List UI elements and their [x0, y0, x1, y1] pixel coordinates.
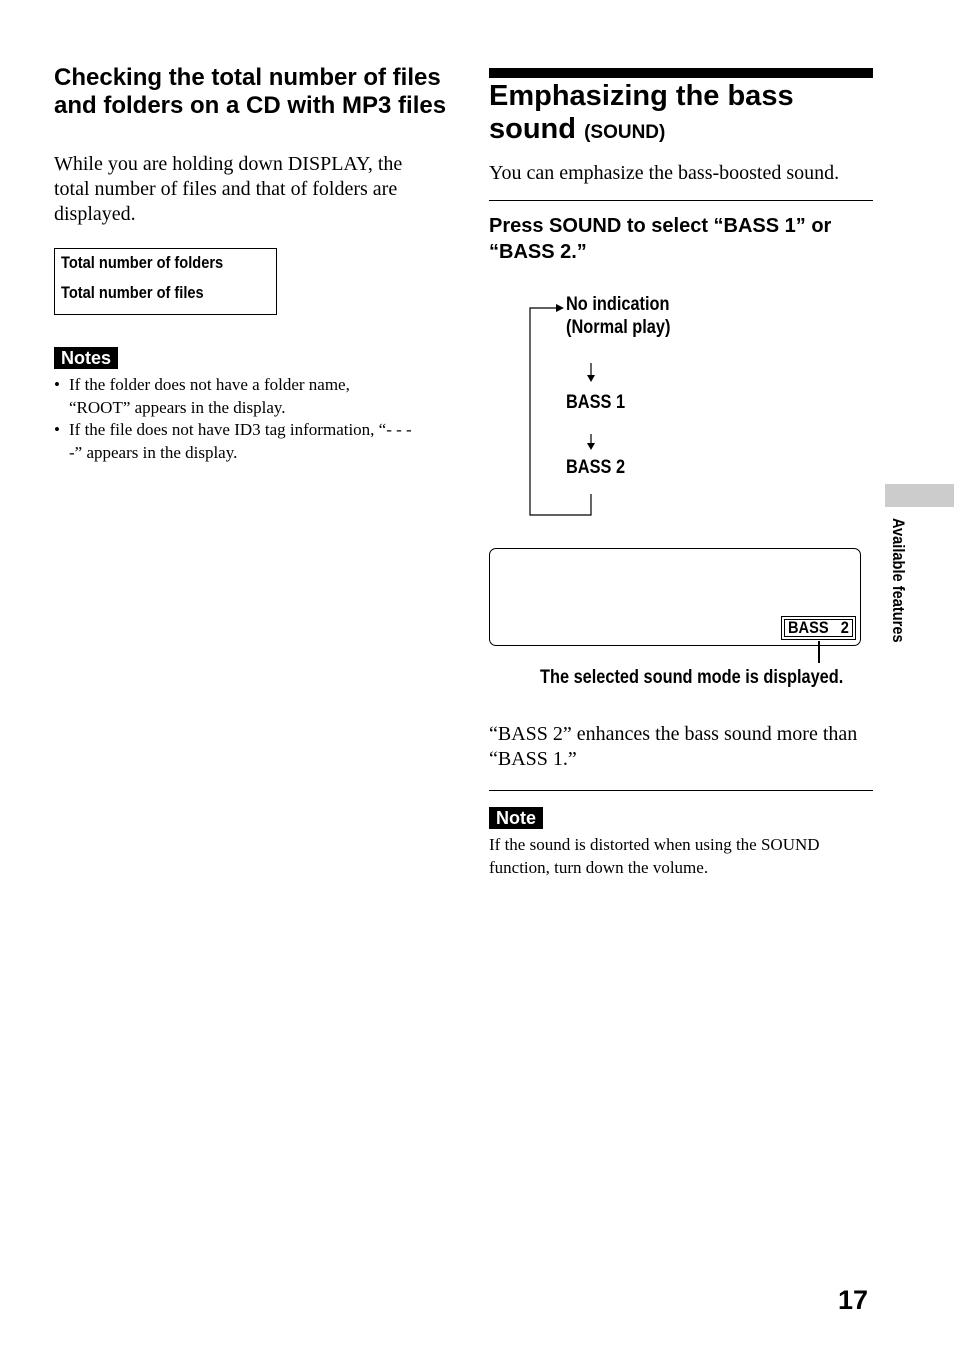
- section-heading-mp3-count: Checking the total number of files and folders on a CD with MP3 files: [54, 64, 447, 119]
- cycle-label-normal: [566, 293, 670, 339]
- cycle-label-bass1: BASS 1: [566, 392, 626, 413]
- bass-intro: You can emphasize the bass-boosted sound.: [489, 162, 840, 184]
- lcd-caption: The selected sound mode is displayed.: [540, 667, 844, 688]
- arrow-down-icon: [587, 375, 595, 382]
- note-text: If the file does not have ID3 tag information, “- - - -” appears in the display.: [69, 420, 412, 462]
- title-bar-decoration: [489, 68, 873, 78]
- heading-text: Emphasizing the bass sound: [489, 80, 794, 145]
- divider: [489, 790, 873, 791]
- note-badge: Note: [489, 807, 543, 829]
- callout-line: [818, 641, 820, 663]
- divider: [489, 200, 873, 201]
- page-number: 17: [838, 1285, 869, 1315]
- step-instruction: Press SOUND to select “BASS 1” or “BASS 2.”: [489, 215, 832, 263]
- side-tab-marker: [885, 484, 954, 507]
- note-text: If the sound is distorted when using the SOUND function, turn down the volume.: [489, 835, 820, 877]
- cycle-label-line: (Normal play): [566, 317, 671, 338]
- note-text: If the folder does not have a folder name, “ROOT” appears in the display.: [69, 375, 350, 417]
- section-heading-bass: [489, 80, 873, 149]
- list-item: [54, 374, 414, 419]
- heading-suffix: (SOUND): [584, 122, 666, 143]
- cycle-label-bass2: BASS 2: [566, 457, 626, 478]
- side-tab-label: Available features: [889, 518, 908, 643]
- display-label-folders: Total number of folders: [61, 253, 224, 272]
- arrow-right-icon: [556, 304, 564, 312]
- bullet-icon: •: [54, 420, 60, 439]
- mp3-count-intro: While you are holding down DISPLAY, the total number of files and that of folders are displayed.: [54, 153, 403, 225]
- arrow-down-icon: [587, 443, 595, 450]
- lcd-indicator-text: BASS 2: [788, 618, 849, 637]
- notes-badge: Notes: [54, 347, 118, 369]
- list-item: [54, 419, 414, 464]
- display-label-files: Total number of files: [61, 283, 204, 302]
- notes-list: [54, 374, 414, 464]
- cycle-label-line: No indication: [566, 294, 670, 315]
- bass-comparison-text: “BASS 2” enhances the bass sound more than “BASS 1.”: [489, 723, 858, 770]
- bullet-icon: •: [54, 375, 60, 394]
